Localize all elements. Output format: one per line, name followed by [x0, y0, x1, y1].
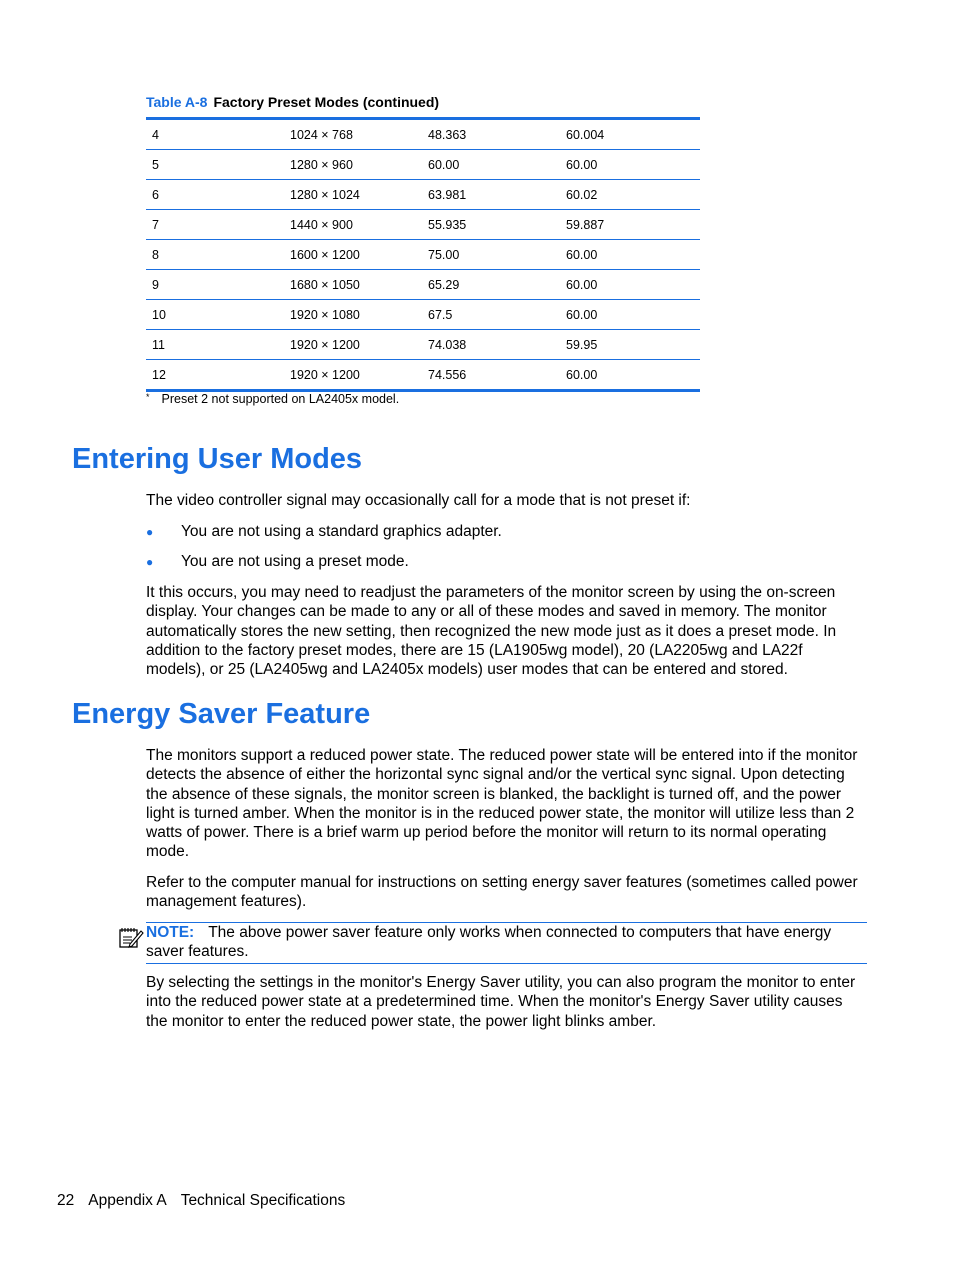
table-cell: 10 — [146, 300, 284, 330]
table-cell: 1280 × 1024 — [284, 180, 422, 210]
note-body: The above power saver feature only works when connected to computers that have energy saver features. — [146, 924, 832, 961]
table-cell: 1600 × 1200 — [284, 240, 422, 270]
table-title: Factory Preset Modes (continued) — [213, 94, 440, 110]
bullet-text: You are not using a preset mode. — [181, 553, 409, 570]
heading-energy-saver-feature: Energy Saver Feature — [72, 698, 371, 730]
table-cell: 60.02 — [560, 180, 700, 210]
table-cell: 5 — [146, 150, 284, 180]
table-row — [146, 270, 700, 300]
table-cell: 60.00 — [560, 300, 700, 330]
table-row — [146, 360, 700, 390]
table-cell: 9 — [146, 270, 284, 300]
table-cell: 1680 × 1050 — [284, 270, 422, 300]
footnote-mark: * — [146, 392, 150, 402]
table-cell: 11 — [146, 330, 284, 360]
table-cell: 1920 × 1200 — [284, 330, 422, 360]
table-cell: 55.935 — [422, 210, 560, 240]
table-cell: 6 — [146, 180, 284, 210]
table-cell: 60.004 — [566, 127, 605, 142]
bullet-icon: ● — [146, 555, 154, 569]
page-footer — [57, 1192, 345, 1210]
table-cell: 1440 × 900 — [284, 210, 422, 240]
note-box — [146, 922, 867, 964]
footer-section: Appendix A — [88, 1192, 167, 1209]
table-cell: 60.00 — [422, 150, 560, 180]
note-pad-icon — [118, 925, 144, 949]
bullet-text: You are not using a standard graphics adapter. — [181, 523, 502, 540]
list-item — [146, 552, 409, 572]
table-caption — [146, 94, 439, 110]
table-cell: 59.95 — [560, 330, 700, 360]
table-row — [146, 240, 700, 270]
table-number: Table A-8 — [146, 94, 208, 110]
energy-saver-paragraph-2: Refer to the computer manual for instructions on setting energy saver features (sometimes called power management features). — [146, 874, 858, 911]
table-cell: 60.00 — [560, 240, 700, 270]
user-modes-intro: The video controller signal may occasionally call for a mode that is not preset if: — [146, 492, 691, 509]
table-row — [146, 150, 700, 180]
table-cell: 60.00 — [560, 360, 700, 390]
page-number: 22 — [57, 1192, 75, 1209]
note-text — [146, 923, 867, 962]
table-row — [146, 210, 700, 240]
table-cell: 60.00 — [560, 150, 700, 180]
table-cell: 8 — [146, 240, 284, 270]
table-cell: 75.00 — [422, 240, 560, 270]
table-cell: 74.556 — [422, 360, 560, 390]
table-row — [146, 330, 700, 360]
table-cell: 7 — [146, 210, 284, 240]
table-row — [146, 120, 700, 150]
table-cell: 65.29 — [422, 270, 560, 300]
note-label: NOTE: — [146, 924, 195, 941]
table-cell: 1280 × 960 — [284, 150, 422, 180]
table-cell: 48.363 — [428, 127, 467, 142]
table-cell: 60.00 — [560, 270, 700, 300]
table-cell: 74.038 — [422, 330, 560, 360]
table-row — [146, 180, 700, 210]
footnote-text: Preset 2 not supported on LA2405x model. — [161, 392, 400, 406]
bullet-icon: ● — [146, 525, 154, 539]
table-cell: 12 — [146, 360, 284, 390]
preset-modes-table — [146, 117, 700, 392]
table-footnote — [146, 392, 399, 406]
table-cell: 1024 × 768 — [290, 127, 353, 142]
energy-saver-paragraph-3: By selecting the settings in the monitor's Energy Saver utility, you can also program the monitor to enter into the reduced power state at a predetermined time. When the monitor's Energy Saver utility causes the monitor to enter the reduced power state, the power light blinks amber. — [146, 974, 856, 1030]
table-cell: 1920 × 1080 — [284, 300, 422, 330]
table-cell: 1920 × 1200 — [284, 360, 422, 390]
table-cell: 59.887 — [560, 210, 700, 240]
user-modes-paragraph: It this occurs, you may need to readjust the parameters of the monitor screen by using the on-screen display. Your changes can be made to any or all of these modes and saved in memory. The monitor automatically stores the new setting, then recognized the new mode just as it does a preset mode. In addition to the factory preset modes, there are 15 (LA1905wg model), 20 (LA2205wg and LA22f models), or 25 (LA2405wg and LA2405x models) user modes that can be entered and stored. — [146, 584, 837, 679]
table-cell: 67.5 — [422, 300, 560, 330]
table-row — [146, 300, 700, 330]
list-item — [146, 522, 502, 542]
table-cell: 63.981 — [422, 180, 560, 210]
heading-entering-user-modes: Entering User Modes — [72, 443, 363, 475]
footer-title: Technical Specifications — [180, 1192, 346, 1209]
energy-saver-paragraph-1: The monitors support a reduced power state. The reduced power state will be entered into if the monitor detects the absence of either the horizontal sync signal and/or the vertical sync signal. Upon detecting the absence of these signals, the monitor screen is blanked, the backlight is turned off, and the power light is turned amber. When the monitor is in the reduced power state, the monitor will utilize less than 2 watts of power. There is a brief warm up period before the monitor will return to its normal operating mode. — [146, 747, 858, 861]
table-cell: 4 — [152, 127, 159, 142]
